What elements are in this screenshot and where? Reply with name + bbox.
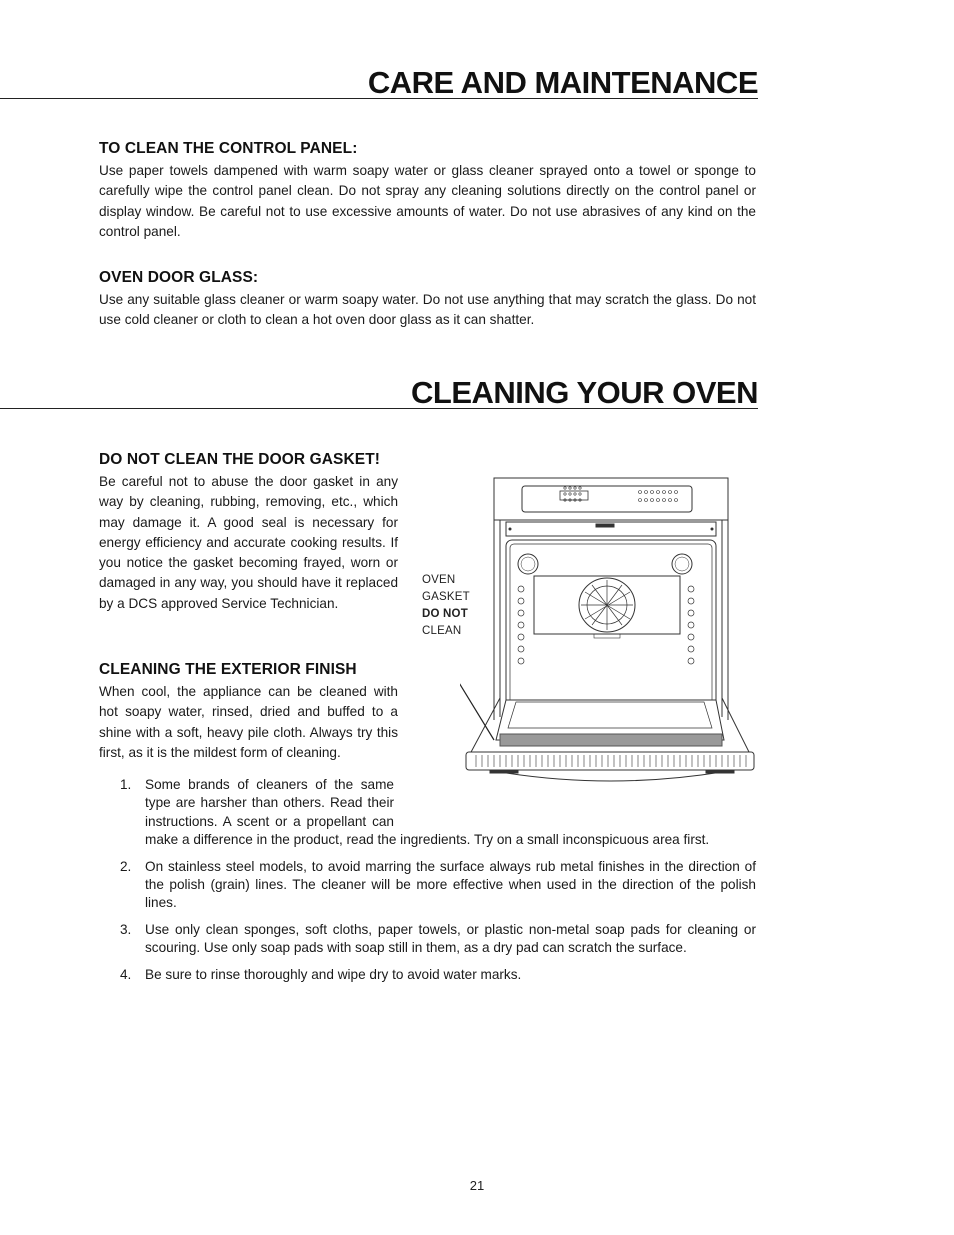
list-item [120,966,756,984]
callout-line-3: DO NOT [422,608,468,620]
figure-wrap-spacer [394,776,756,816]
door-glass-body: Use any suitable glass cleaner or warm soapy water. Do not use anything that may scratch the glass. Do not use cold cleaner or cloth to clean a hot oven door glass as it can shatter. [99,292,756,328]
door-glass-heading: OVEN DOOR GLASS: [99,269,259,286]
list-item-text: Be sure to rinse thoroughly and wipe dry to avoid water marks. [145,967,522,983]
control-panel-heading: TO CLEAN THE CONTROL PANEL: [99,140,358,157]
list-item [120,776,756,849]
control-panel-body: Use paper towels dampened with warm soapy water or glass cleaner sprayed onto a towel or sponge to carefully wipe the control panel clean. Do not spray any cleaning solutions directly on the control panel or display window. Be careful not to use excessive amounts of water. Do not use abrasives of any kind on the control panel. [99,163,756,239]
gasket-heading: DO NOT CLEAN THE DOOR GASKET! [99,451,381,468]
list-item-number: 2. [120,858,132,874]
cleaning-title: CLEANING YOUR OVEN [411,375,758,410]
care-section-header [0,65,758,100]
oven-illustration [460,472,760,792]
exterior-heading: CLEANING THE EXTERIOR FINISH [99,661,357,678]
care-title: CARE AND MAINTENANCE [367,65,758,100]
callout-line-2: GASKET [422,591,470,603]
callout-line-1: OVEN [422,574,456,586]
page-number: 21 [469,1178,485,1193]
list-item-number: 1. [120,777,132,792]
cleaning-steps-list [120,776,756,993]
list-item-number: 4. [120,967,132,983]
list-item-text: Use only clean sponges, soft cloths, paper towels, or plastic non-metal soap pads for cleaning or scouring. Use only soap pads with soap still in them, as a dry pad can scratch the surface. [145,922,756,956]
cleaning-section-header [0,375,758,410]
exterior-body: When cool, the appliance can be cleaned with hot soapy water, rinsed, dried and buffed to a shine with a soft, heavy pile cloth. Always try this first, as it is the mildest form of cleaning. [99,684,398,760]
callout-line-4: CLEAN [422,625,462,637]
list-item-text: On stainless steel models, to avoid marring the surface always rub metal finishes in the direction of the polish (grain) lines. The cleaner will be more effective when used in the direction of the polish lines. [145,858,756,911]
gasket-body: Be careful not to abuse the door gasket in any way by cleaning, rubbing, removing, etc., which may damage it. A good seal is necessary for energy efficiency and accurate cooking results. If you notice the gasket becoming frayed, worn or damaged in any way, you should have it replaced by a DCS approved Service Technician. [99,474,398,611]
list-item [120,921,756,958]
gasket-callout [422,572,470,640]
list-item-text: Some brands of cleaners of the same type are harsher than others. Read their instructions. A scent or a propellant can make a difference in the product, read the ingredients. Try on a small inconspicuous area first. [145,777,710,847]
list-item-number: 3. [120,922,132,938]
list-item [120,858,756,913]
